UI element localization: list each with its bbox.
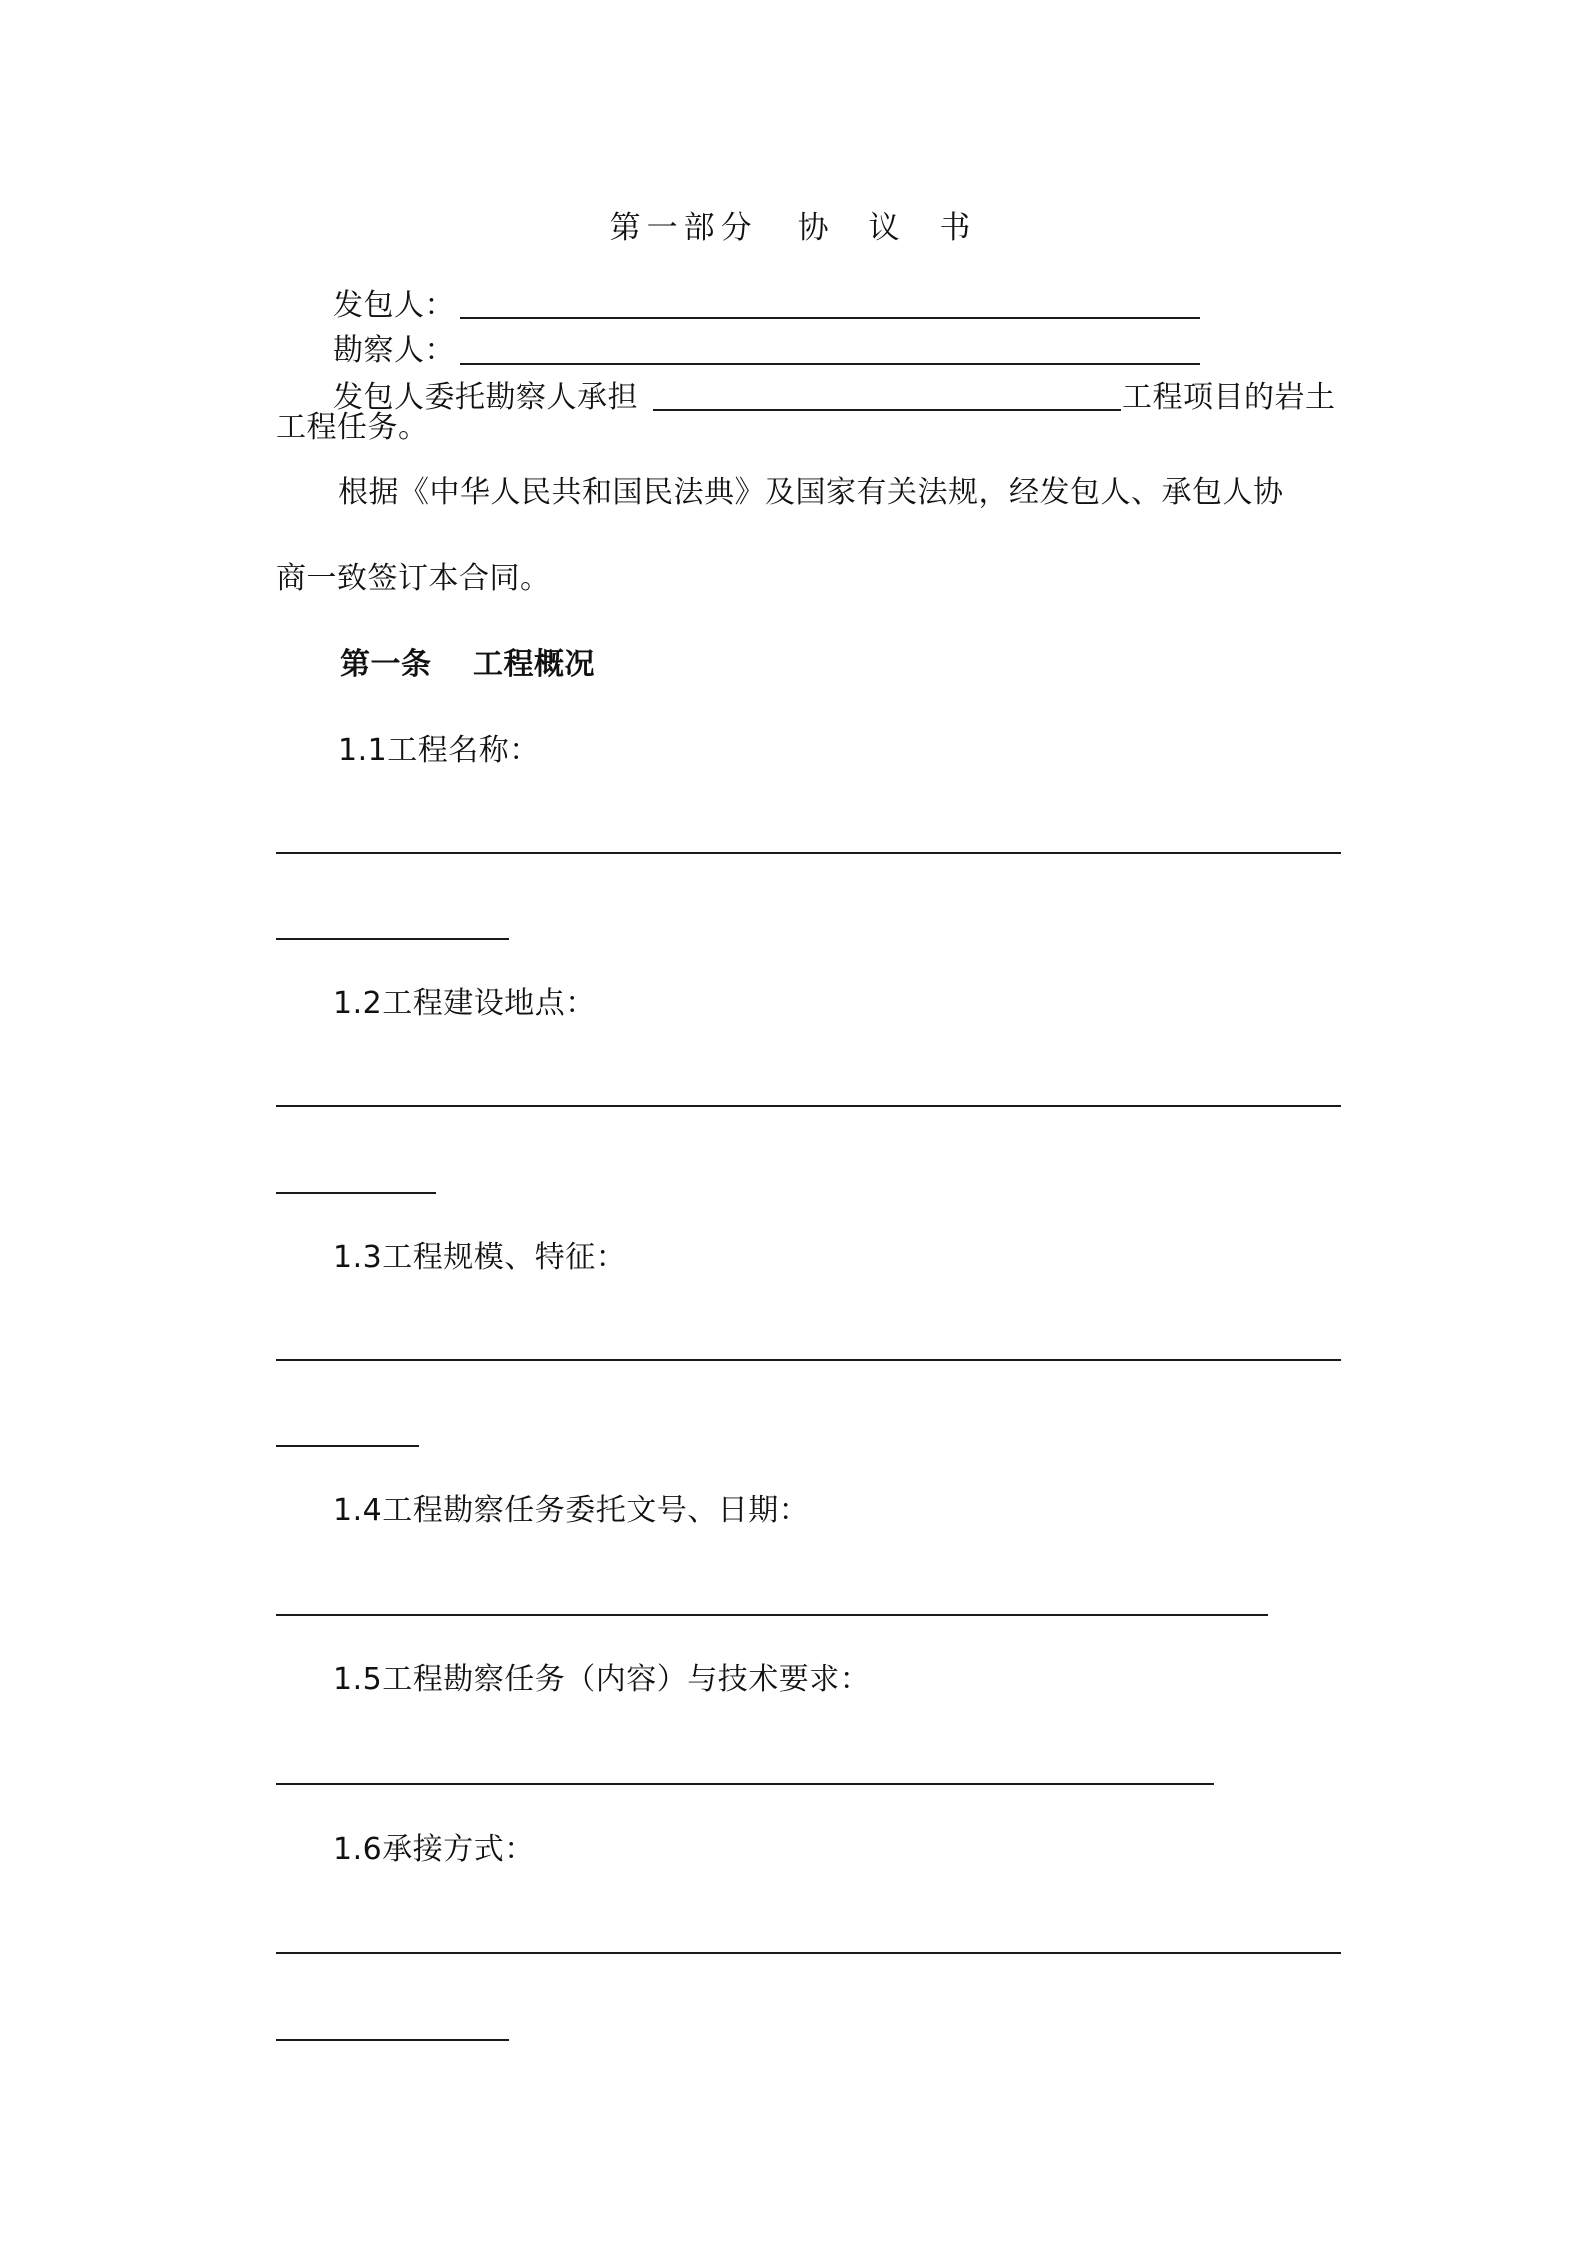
title-part: 第一部分 (609, 210, 758, 246)
basis-paragraph-line2: 商一致签订本合同。 (276, 561, 551, 596)
commission-text-end: 工程项目的岩土 (1122, 380, 1336, 415)
site-location-line2 (276, 1192, 436, 1194)
scale-features-line2 (276, 1445, 419, 1447)
project-name-blank (653, 409, 1121, 411)
project-name-line1 (276, 852, 1341, 854)
scale-features-line1 (276, 1359, 1341, 1361)
basis-paragraph-line1: 根据《中华人民共和国民法典》及国家有关法规，经发包人、承包人协 (338, 475, 1284, 510)
item-scale-features: 1.3工程规模、特征： (333, 1240, 627, 1275)
commission-text-line2: 工程任务。 (276, 410, 429, 445)
employer-blank (460, 317, 1200, 319)
item-site-location: 1.2工程建设地点： (333, 986, 596, 1021)
surveyor-blank (460, 363, 1200, 365)
project-name-line2 (276, 938, 509, 940)
contract-mode-line2 (276, 2039, 509, 2041)
item-project-name: 1.1工程名称： (338, 733, 540, 768)
employer-label: 发包人： (333, 288, 455, 323)
commission-text-start: 发包人委托勘察人承担 (333, 380, 638, 415)
site-location-line1 (276, 1105, 1341, 1107)
surveyor-label: 勘察人： (333, 333, 455, 368)
page-title (0, 209, 1586, 247)
commission-reference-line (276, 1614, 1268, 1616)
contract-mode-line1 (276, 1952, 1341, 1954)
item-contract-mode: 1.6承接方式： (333, 1832, 535, 1867)
item-survey-tasks: 1.5工程勘察任务（内容）与技术要求： (333, 1662, 871, 1697)
article-heading: 第一条 工程概况 (340, 647, 595, 682)
survey-tasks-line (276, 1783, 1214, 1785)
title-name: 协 议 书 (797, 210, 977, 246)
item-commission-reference: 1.4工程勘察任务委托文号、日期： (333, 1493, 810, 1528)
